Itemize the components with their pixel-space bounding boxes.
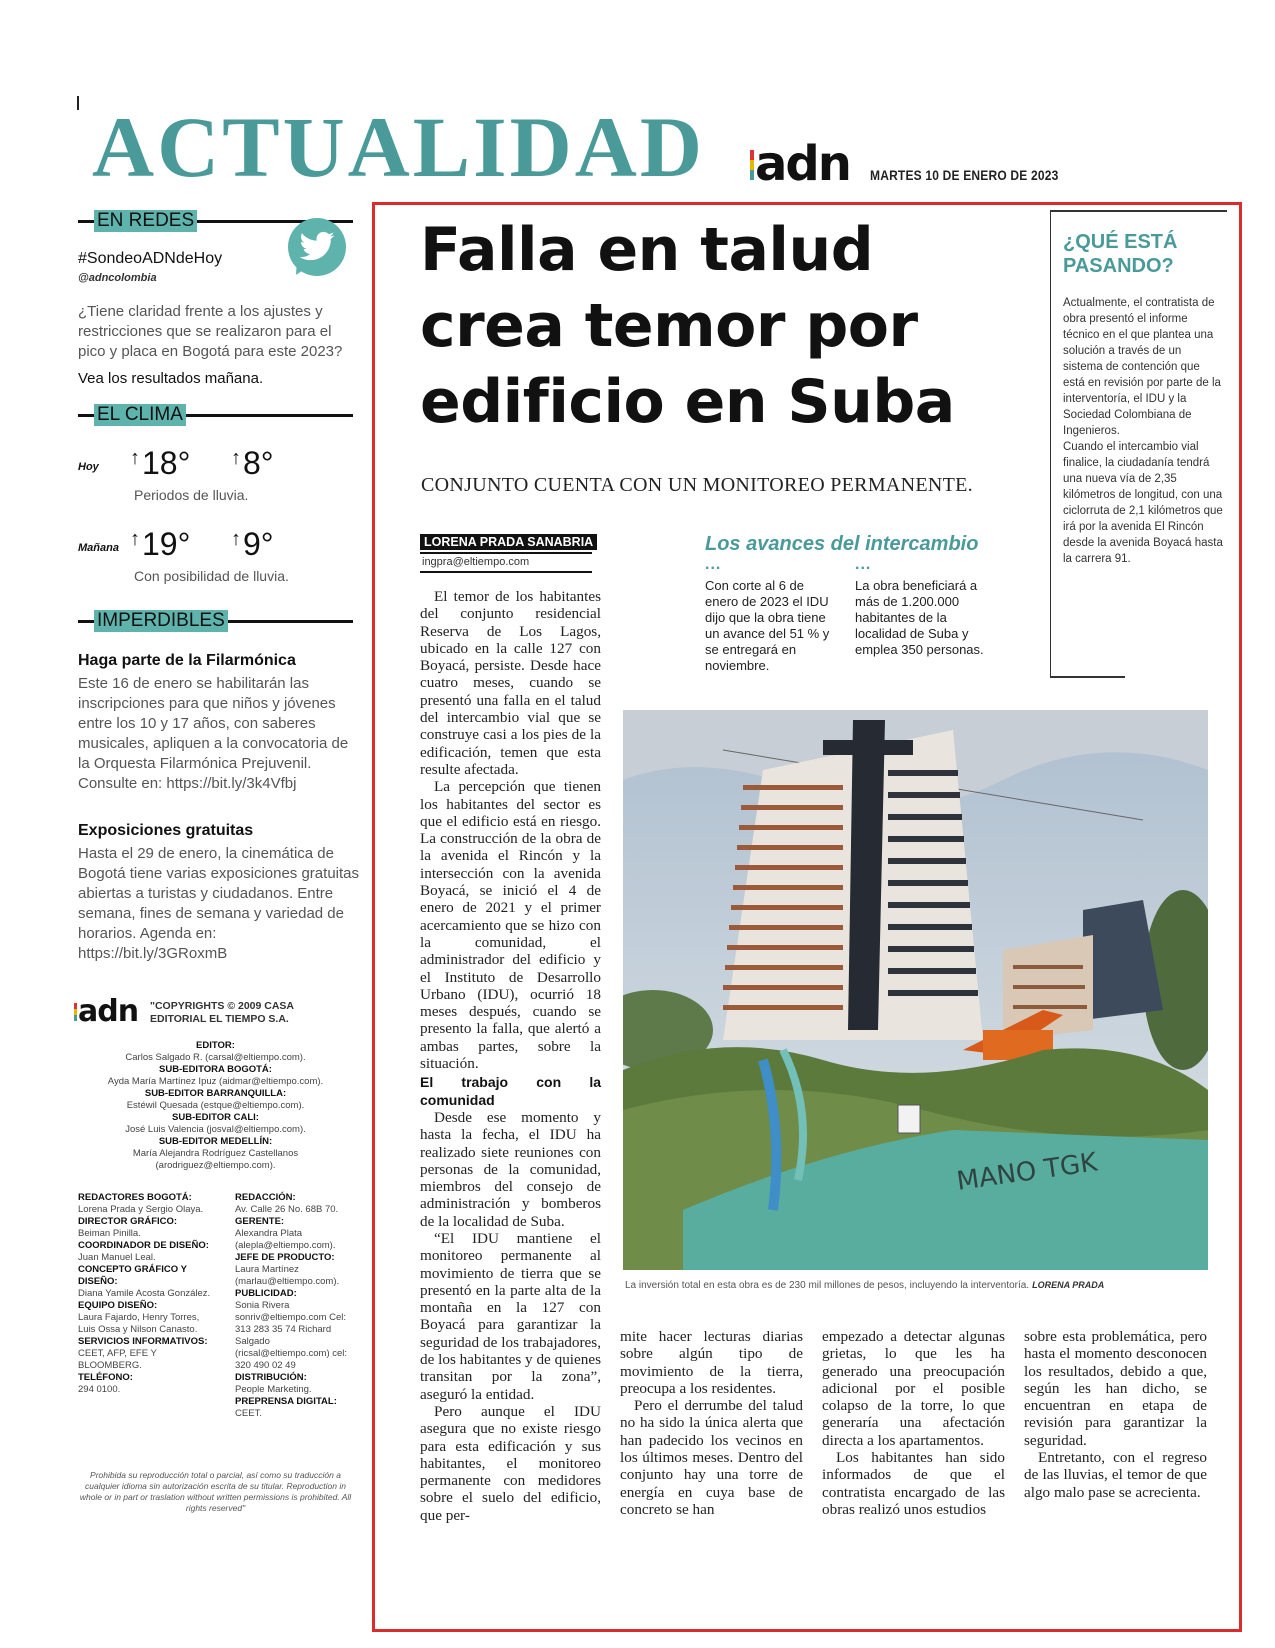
weather-condition: Periodos de lluvia. [134,487,249,503]
weather-high: ↑19° [130,526,191,562]
paragraph: La percepción que tienen los habitantes del sector es que el edificio está en riesgo. La construcción de la obra de la avenida el Rincón y la intersección con la avenida Boyacá, se inició el 4 de enero de 2021 y el primer acercamiento que se hizo con la comunidad, el administrador del edificio y el Instituto de Desarrollo Urbano (IDU), ocurrió 18 meses después, cuando se presento la falla, que alertó a ambas partes, sobre la situación. [420,778,601,1073]
paragraph: Desde ese momento y hasta la fecha, el IDU ha realizado siete reuniones con personas de la comunidad, miembros del consejo de administración y bomberos de la localidad de Suba. [420,1108,601,1230]
paragraph: Cuando el intercambio vial finalice, la ciudadanía tendrá una nueva vía de 2,35 kilómetros de longitud, con una ciclorruta de 2,1 kilómetros que irá por la avenida El Rincón desde la avenida Boyacá hasta la carrera 91. [1063,441,1223,565]
staff-names: Juan Manuel Leal. [78,1252,156,1263]
staff-left [78,1192,213,1396]
building-construction-illustration [623,710,1208,1270]
section-header-clima [78,404,353,426]
paragraph: El temor de los habitantes del conjunto residencial Reserva de Los Lagos, ubicado en la calle 127 con Boyacá, persiste. Desde hace cuatro meses, cuando se presentó una falla en el talud del intercambio vial que se construye casi a los pies de la edificación, temen que esta resulte afectada. [420,588,601,778]
staff-role: REDACCIÓN: [235,1192,296,1203]
staff-names: CEET, AFP, EFE Y BLOOMBERG. [78,1348,157,1371]
paragraph: Entretanto, con el regreso de las lluvias, el temor de que algo malo pase se acrecienta. [1024,1449,1207,1501]
weather-low: ↑9° [231,526,274,562]
section-title: ACTUALIDAD [92,99,705,195]
staff-role: EDITOR: [196,1040,235,1051]
staff-names: Diana Yamile Acosta González. [78,1288,211,1299]
arrow-up-icon: ↑ [231,447,241,469]
staff-role: CONCEPTO GRÁFICO Y DISEÑO: [78,1264,187,1287]
issue-date: MARTES 10 DE ENERO DE 2023 [870,167,1059,183]
legal-notice: Prohibida su reproducción total o parcial, así como su traducción a cualquier idioma sin autorización escrita de su titular. Reproduction in whole or in part or traslation without written permissions is prohibited. All rights reserved" [79,1470,352,1513]
poll-note: Vea los resultados mañana. [78,370,264,387]
staff-role: COORDINADOR DE DISEÑO: [78,1240,209,1251]
staff-names: CEET. [235,1408,262,1419]
staff-role: SUB-EDITOR BARRANQUILLA: [144,1088,287,1099]
que-esta-pasando-body [1063,295,1223,567]
staff-names: María Alejandra Rodríguez Castellanos (arodriguez@eltiempo.com). [132,1148,299,1171]
article-photo [623,710,1208,1270]
article-column-1 [420,588,601,1524]
staff-names: Estéwil Quesada (estque@eltiempo.com). [126,1100,305,1111]
staff-names: Beiman Pinilla. [78,1228,141,1239]
dots-marker: ... [705,556,722,573]
section-label: IMPERDIBLES [94,610,228,632]
article-column-4 [1024,1328,1207,1501]
staff-names: Sonia Rivera sonriv@eltiempo.com Cel: 313 283 35 74 Richard Salgado (ricsal@eltiempo.com) cel: 320 490 02 49 [235,1300,348,1371]
staff-names: Carlos Salgado R. (carsal@eltiempo.com). [125,1052,306,1063]
paragraph: Pero el derrumbe del talud no ha sido la única alerta que han padecido los vecinos en los últimos meses. Dentro del conjunto hay una torre de energía en cuya base de concreto se han [620,1397,803,1518]
byline: LORENA PRADA SANABRIA [420,534,597,550]
staff-role: SERVICIOS INFORMATIVOS: [78,1336,208,1347]
que-esta-pasando-title: ¿QUÉ ESTÁ PASANDO? [1063,231,1178,277]
imperdible-title: Haga parte de la Filarmónica [78,652,296,669]
arrow-up-icon: ↑ [130,447,140,469]
weather-condition: Con posibilidad de lluvia. [134,568,289,584]
staff-names: José Luis Valencia (josval@eltiempo.com). [125,1124,306,1135]
article-column-3 [822,1328,1005,1518]
section-label: EL CLIMA [94,404,186,426]
logo-color-bars [750,150,754,180]
staff-role: JEFE DE PRODUCTO: [235,1252,335,1263]
staff-role: PREPRENSA DIGITAL: [235,1396,337,1407]
arrow-up-icon: ↑ [130,528,140,550]
staff-right [235,1192,355,1420]
staff-role: PUBLICIDAD: [235,1288,297,1299]
imperdible-title: Exposiciones gratuitas [78,822,254,839]
paragraph: Actualmente, el contratista de obra presentó el informe técnico en el que plantea una solución a través de un sistema de contención que está en revisión por parte de la interventoría, el IDU y la Sociedad Colombiana de Ingenieros. [1063,297,1221,437]
staff-names: Laura Martínez (marlau@eltiempo.com). [235,1264,340,1287]
paragraph: mite hacer lecturas diarias sobre algún tipo de movimiento de la tierra, preocupa a los residentes. [620,1328,803,1397]
staff-center [78,1040,353,1172]
subhead: El trabajo con la comunidad [420,1074,601,1108]
graffiti-text: MANO TGK [954,1147,1100,1197]
kicker: CONJUNTO CUENTA CON UN MONITOREO PERMANENTE. [421,474,973,496]
dots-marker: ... [855,556,872,573]
weather-day: Mañana [78,542,119,554]
byline-rule [420,571,592,573]
staff-names: Lorena Prada y Sergio Olaya. [78,1204,204,1215]
avance-item: La obra beneficiará a más de 1.200.000 habitantes de la localidad de Suba y emplea 350 personas. [855,578,984,657]
arrow-up-icon: ↑ [231,528,241,550]
staff-names: Alexandra Plata (alepla@eltiempo.com). [235,1228,336,1251]
paragraph: empezado a detectar algunas grietas, lo que les ha generado una preocupación adicional por el posible colapso de la torre, lo que generaría una afectación directa a los apartamentos. [822,1328,1005,1449]
staff-names: 294 0100. [78,1384,121,1395]
staff-role: SUB-EDITORA BOGOTÁ: [159,1064,272,1075]
staff-role: REDACTORES BOGOTÁ: [78,1192,192,1203]
copyright-text: "COPYRIGHTS © 2009 CASA EDITORIAL EL TIEMPO S.A. [150,1000,294,1025]
staff-role: TELÉFONO: [78,1372,133,1383]
weather-day: Hoy [78,461,99,473]
paragraph: “El IDU mantiene el monitoreo permanente al movimiento de tierra que se presentó en la parte alta de la montaña en la 127 con Boyacá para garantizar la seguridad de los trabajadores, de los habitantes y de quienes transitan por la zona”, aseguró la entidad. [420,1229,601,1403]
avance-item: Con corte al 6 de enero de 2023 el IDU dijo que la obra tiene un avance del 51 % y se entregará en noviembre. [705,578,830,673]
article-column-2 [620,1328,803,1518]
adn-logo-small: adn [78,994,139,1029]
caption-text: La inversión total en esta obra es de 230 mil millones de pesos, incluyendo la interventoría. [625,1280,1030,1291]
author-email: ingpra@eltiempo.com [422,556,530,568]
paragraph: Pero aunque el IDU asegura que no existe riesgo para esta edificación y sus habitantes, el monitoreo permanente con medidores sobre el suelo del edificio, que per- [420,1402,601,1524]
staff-role: SUB-EDITOR CALI: [172,1112,259,1123]
staff-names: People Marketing. [235,1384,312,1395]
staff-names: Av. Calle 26 No. 68B 70. [235,1204,339,1215]
headline: Falla en talud crea temor por edificio en Suba [420,215,955,437]
photo-caption [625,1280,1104,1291]
imperdible-body: Este 16 de enero se habilitarán las inscripciones para que niños y jóvenes entre los 10 y 17 años, con saberes musicales, apliquen a la convocatoria de la Orquesta Filarmónica Prejuvenil. Consulte en: https://bit.ly/3k4Vfbj [78,675,349,792]
staff-names: Ayda María Martínez Ipuz (aidmar@eltiempo.com). [107,1076,324,1087]
staff-role: SUB-EDITOR MEDELLÍN: [158,1136,273,1147]
imperdible-body: Hasta el 29 de enero, la cinemática de Bogotá tiene varias exposiciones gratuitas abiertas a turistas y ciudadanos. Entre semana, fines de semana y variedad de horarios. Agenda en: https://bit.ly/3GRoxmB [78,845,360,962]
weather-low: ↑8° [231,445,274,481]
hashtag: #SondeoADNdeHoy [78,250,223,267]
staff-role: GERENTE: [235,1216,285,1227]
masthead-tick [77,96,79,110]
social-handle: @adncolombia [78,272,157,284]
adn-logo: adn [755,136,850,192]
poll-question: ¿Tiene claridad frente a los ajustes y restricciones que se realizaron para el pico y placa en Bogotá para este 2023? [78,303,343,360]
weather-high: ↑18° [130,445,191,481]
staff-role: EQUIPO DISEÑO: [78,1300,158,1311]
staff-names: Laura Fajardo, Henry Torres, Luis Ossa y Nilson Canasto. [78,1312,200,1335]
section-header-imperdibles [78,610,353,632]
byline-rule [420,552,592,554]
paragraph: Los habitantes han sido informados de que el contratista encargado de las obras realizó unos estudios [822,1449,1005,1518]
avances-title: Los avances del intercambio [705,533,979,555]
photo-credit: LORENA PRADA [1032,1280,1105,1290]
twitter-bird-icon [298,228,336,266]
section-label: EN REDES [94,210,197,232]
paragraph: sobre esta problemática, pero hasta el momento desconocen los resultados, debido a que, según les han dicho, se encuentran en etapa de revisión para garantizar la seguridad. [1024,1328,1207,1449]
staff-role: DIRECTOR GRÁFICO: [78,1216,178,1227]
staff-role: DISTRIBUCIÓN: [235,1372,307,1383]
logo-color-bars [74,1003,77,1021]
